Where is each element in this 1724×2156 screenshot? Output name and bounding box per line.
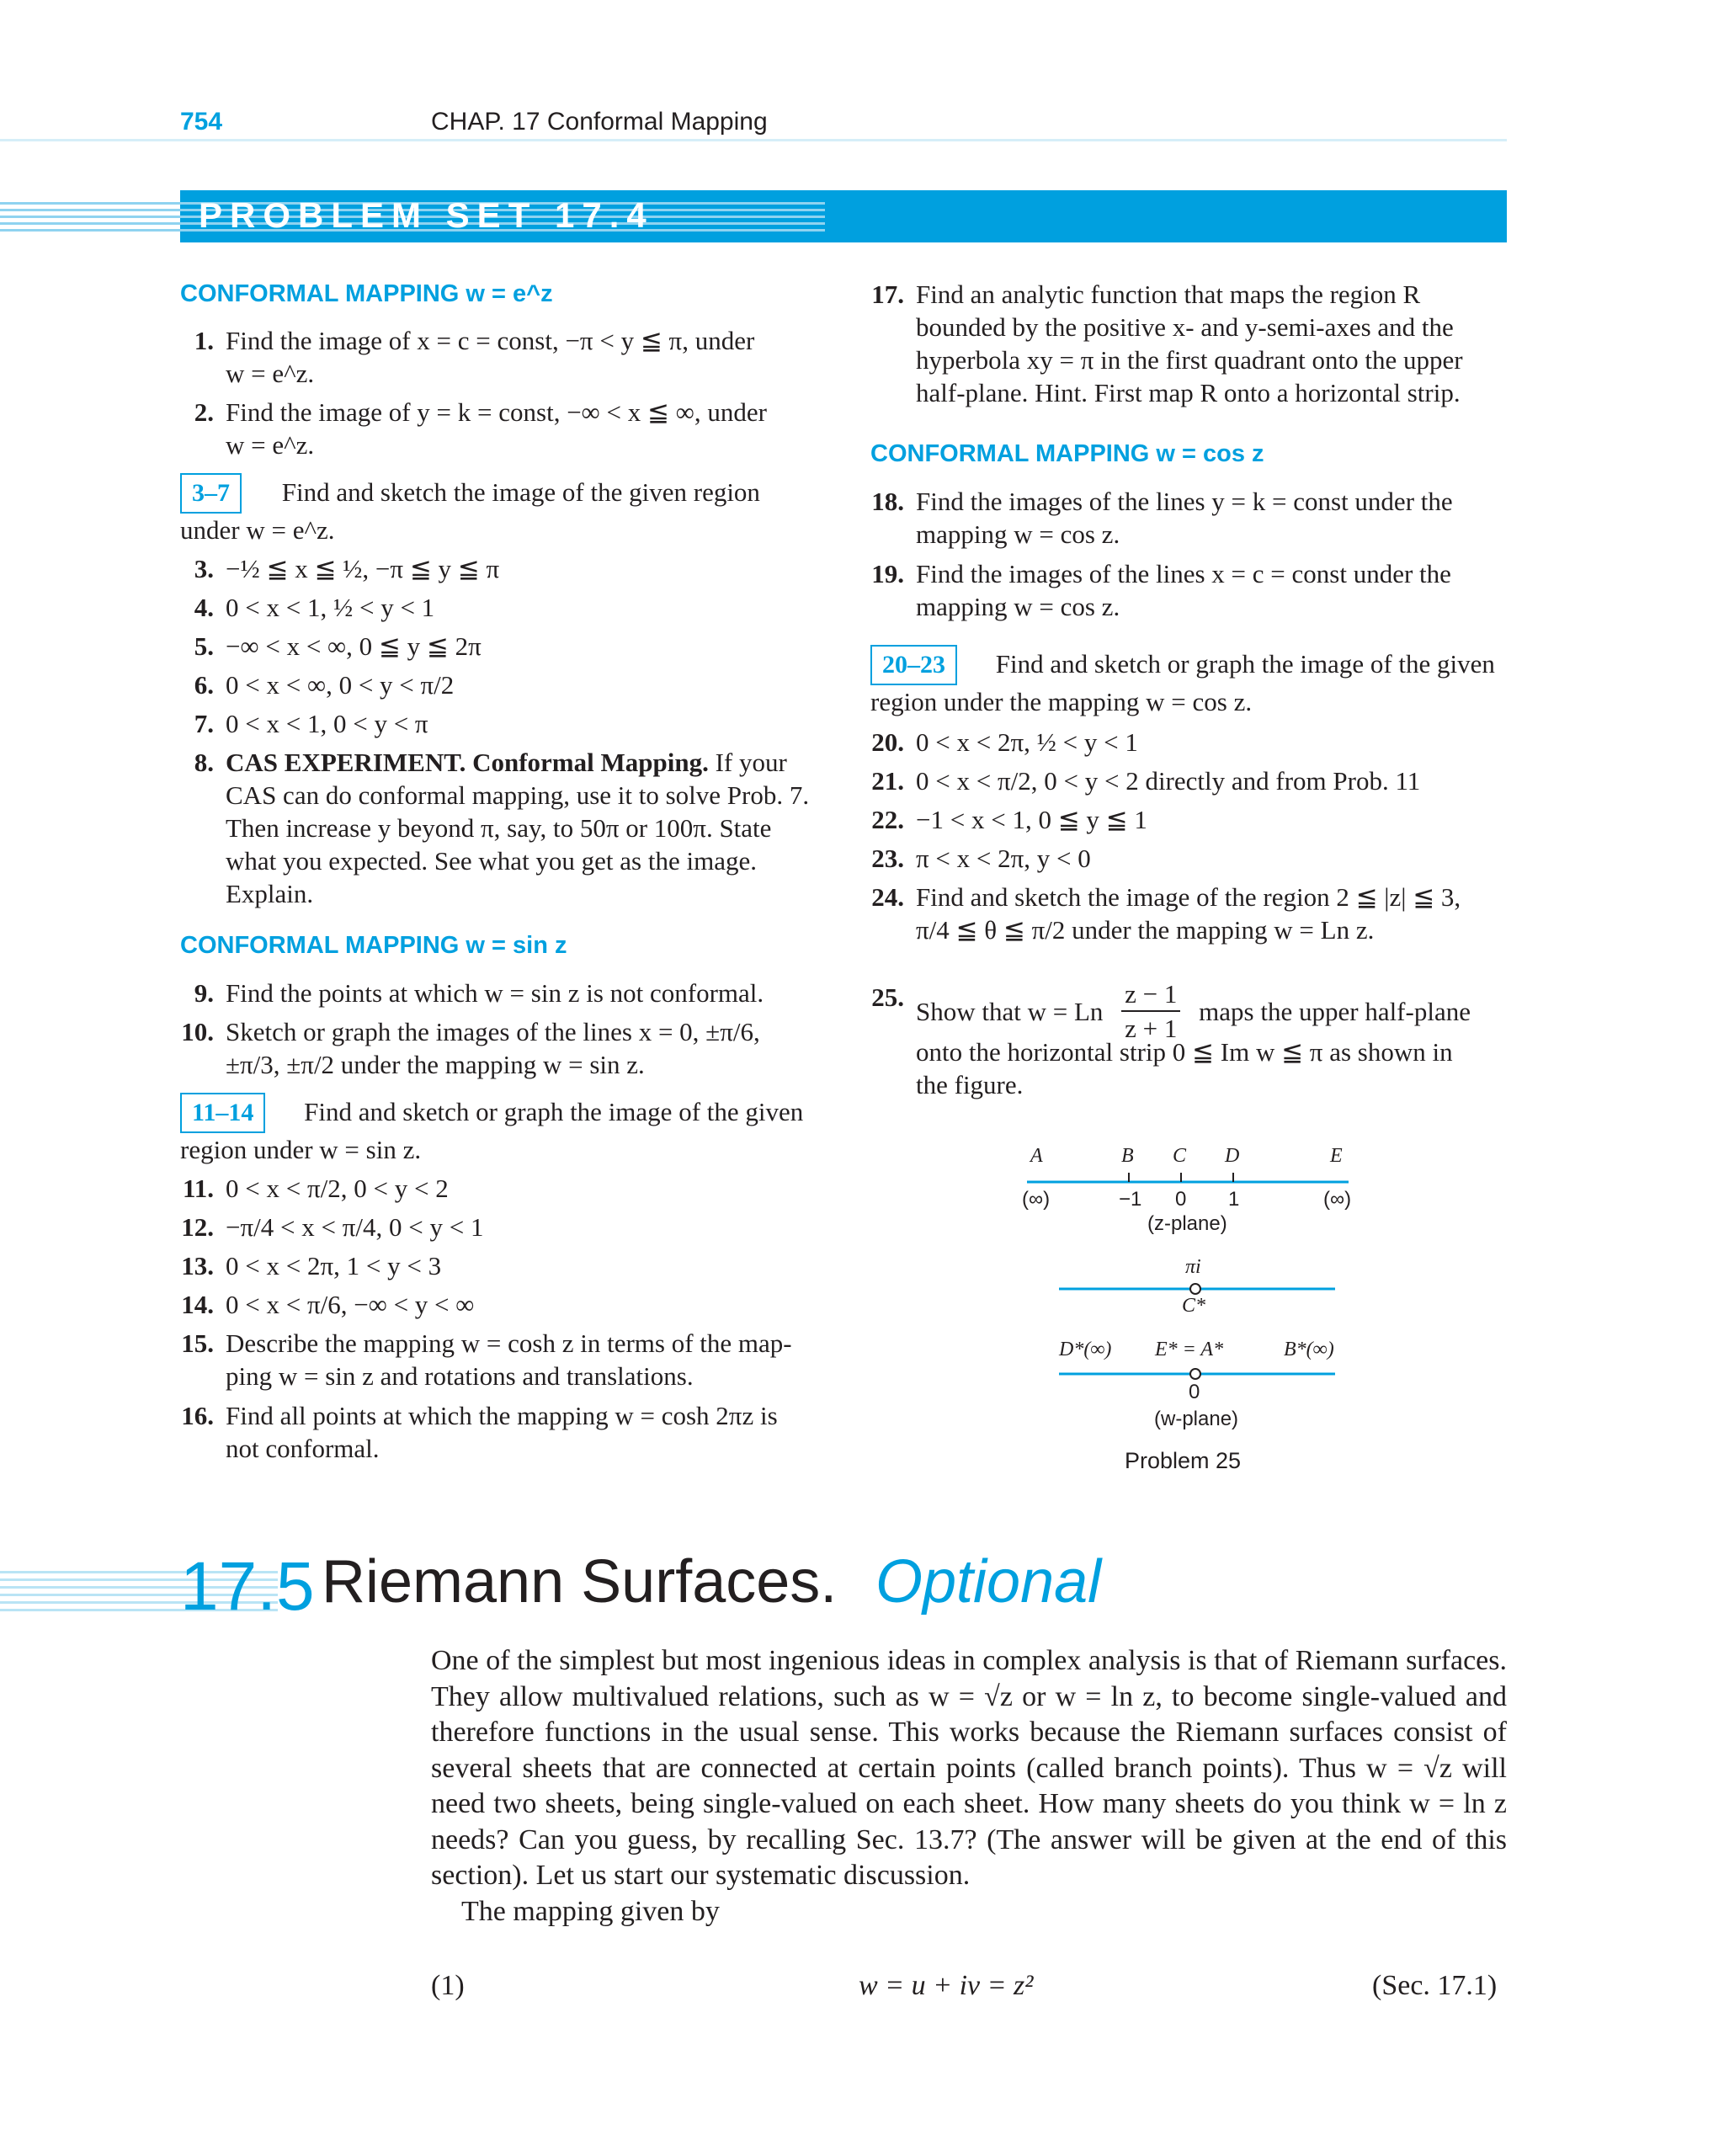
point-label-c: C xyxy=(1173,1145,1187,1167)
problem-15-line2: ping w = sin z and rotations and translations. xyxy=(226,1361,694,1391)
problem-8 xyxy=(226,746,817,910)
problem-18-line2: mapping w = cos z. xyxy=(916,519,1120,549)
problem-15 xyxy=(226,1327,817,1392)
problem-17-line1: Find an analytic function that maps the region R xyxy=(916,279,1421,309)
problem-19-line1: Find the images of the lines x = c = const under the xyxy=(916,559,1451,588)
problem-10-line2: ±π/3, ±π/2 under the mapping w = sin z. xyxy=(226,1050,645,1079)
point-label-e: E xyxy=(1330,1145,1343,1167)
problem-number: 15. xyxy=(181,1328,214,1358)
problem-17-line2: bounded by the positive x- and y-semi-axes and the xyxy=(916,312,1454,342)
problem-17-line3: hyperbola xy = π in the first quadrant onto the upper xyxy=(916,345,1463,375)
w-plane-label: (w-plane) xyxy=(1154,1408,1239,1430)
group-3-7-line2: under w = e^z. xyxy=(180,515,335,545)
problem-10 xyxy=(226,1015,817,1081)
problem-19 xyxy=(916,557,1507,623)
problem-17-line4: half-plane. Hint. First map R onto a horizontal strip. xyxy=(916,378,1461,407)
problem-set-title: PROBLEM SET 17.4 xyxy=(199,195,654,235)
point-label-b: B xyxy=(1121,1145,1134,1167)
problem-number: 16. xyxy=(181,1401,214,1430)
section-title: Riemann Surfaces. xyxy=(322,1548,838,1616)
problem-22: −1 < x < 1, 0 ≦ y ≦ 1 xyxy=(916,805,1147,834)
problem-24 xyxy=(916,881,1507,946)
problem-16-line1: Find all points at which the mapping w = cosh 2πz is xyxy=(226,1401,778,1430)
group-11-14-line2: region under w = sin z. xyxy=(180,1135,422,1164)
problem-number: 23. xyxy=(871,844,904,873)
problem-25-line2: onto the horizontal strip 0 ≦ Im w ≦ π as shown in xyxy=(916,1037,1453,1067)
group-3-7 xyxy=(180,473,817,546)
group-label-box: 11–14 xyxy=(180,1093,265,1133)
point-label-d: D xyxy=(1225,1145,1240,1167)
problem-25-line1-end: maps the upper half-plane xyxy=(1199,997,1471,1027)
tick-label: (∞) xyxy=(1022,1188,1051,1211)
problem-number: 2. xyxy=(194,397,214,427)
tick-label: (∞) xyxy=(1323,1188,1352,1211)
problem-14: 0 < x < π/6, −∞ < y < ∞ xyxy=(226,1290,475,1319)
problem-23: π < x < 2π, y < 0 xyxy=(916,844,1091,873)
fraction-numerator: z − 1 xyxy=(1121,977,1180,1012)
problem-11: 0 < x < π/2, 0 < y < 2 xyxy=(226,1174,449,1203)
tick-label: 1 xyxy=(1228,1188,1240,1211)
chapter-title: CHAP. 17 Conformal Mapping xyxy=(431,108,768,136)
pi-i-label: πi xyxy=(1185,1256,1201,1278)
problem-number: 13. xyxy=(181,1251,214,1280)
problem-1-line1: Find the image of x = c = const, −π < y ≦ π, under xyxy=(226,326,755,355)
problem-number: 6. xyxy=(194,670,214,700)
section-heading-cos: CONFORMAL MAPPING w = cos z xyxy=(870,440,1264,467)
section-heading-exp: CONFORMAL MAPPING w = e^z xyxy=(180,280,553,307)
problem-8-line1-end: If your xyxy=(708,748,787,777)
problem-13: 0 < x < 2π, 1 < y < 3 xyxy=(226,1251,442,1280)
group-3-7-line1: Find and sketch the image of the given region xyxy=(281,477,760,507)
problem-20: 0 < x < 2π, ½ < y < 1 xyxy=(916,727,1138,757)
problem-number: 4. xyxy=(194,593,214,622)
c-star-label: C* xyxy=(1182,1295,1206,1317)
z-plane-label: (z-plane) xyxy=(1147,1212,1227,1235)
fraction xyxy=(1121,977,1180,1045)
equation-reference: (Sec. 17.1) xyxy=(1372,1970,1498,2001)
problem-number: 10. xyxy=(181,1017,214,1046)
problem-8-line5: Explain. xyxy=(226,879,314,908)
problem-2-line2: w = e^z. xyxy=(226,430,315,460)
problem-number: 17. xyxy=(871,279,904,309)
origin-label: 0 xyxy=(1189,1381,1200,1403)
problem-10-line1: Sketch or graph the images of the lines x = 0, ±π/6, xyxy=(226,1017,760,1046)
problem-number: 14. xyxy=(181,1290,214,1319)
section-number: 17.5 xyxy=(180,1548,315,1625)
problem-number: 5. xyxy=(194,631,214,661)
problem-16-line2: not conformal. xyxy=(226,1434,380,1463)
problem-24-line2: π/4 ≦ θ ≦ π/2 under the mapping w = Ln z. xyxy=(916,915,1375,945)
ea-star-label: E* = A* xyxy=(1155,1339,1224,1360)
group-20-23-line2: region under the mapping w = cos z. xyxy=(870,687,1253,716)
right-column xyxy=(870,278,1507,1120)
problem-15-line1: Describe the mapping w = cosh z in terms of the map- xyxy=(226,1328,792,1358)
header-rule xyxy=(0,139,1507,141)
section-heading-sin: CONFORMAL MAPPING w = sin z xyxy=(180,932,567,959)
problem-8-line2: CAS can do conformal mapping, use it to solve Prob. 7. xyxy=(226,780,810,810)
problem-number: 18. xyxy=(871,487,904,516)
problem-18 xyxy=(916,485,1507,551)
problem-5: −∞ < x < ∞, 0 ≦ y ≦ 2π xyxy=(226,631,482,661)
problem-9: Find the points at which w = sin z is not conformal. xyxy=(226,978,764,1008)
tick-label: 0 xyxy=(1175,1188,1187,1211)
figure-caption: Problem 25 xyxy=(1125,1448,1242,1473)
group-20-23 xyxy=(870,645,1507,718)
section-optional-tag: Optional xyxy=(875,1548,1102,1616)
d-star-label: D*(∞) xyxy=(1059,1339,1112,1360)
problem-8-line3: Then increase y beyond π, say, to 50π or 100π. State xyxy=(226,813,772,843)
equation-number: (1) xyxy=(431,1970,465,2001)
problem-1 xyxy=(226,324,817,390)
problem-3: −½ ≦ x ≦ ½, −π ≦ y ≦ π xyxy=(226,554,500,583)
section-body xyxy=(431,1643,1507,1930)
problem-number: 19. xyxy=(871,559,904,588)
equation: w = u + iv = z² xyxy=(859,1970,1034,2001)
problem-6: 0 < x < ∞, 0 < y < π/2 xyxy=(226,670,455,700)
page-number: 754 xyxy=(180,108,223,136)
left-column xyxy=(180,278,817,1473)
problem-21: 0 < x < π/2, 0 < y < 2 directly and from Prob. 11 xyxy=(916,766,1421,796)
problem-7: 0 < x < 1, 0 < y < π xyxy=(226,709,428,738)
problem-25-figure xyxy=(1010,1145,1364,1482)
problem-number: 20. xyxy=(871,727,904,757)
problem-25-lead: Show that w = Ln xyxy=(916,997,1104,1027)
problem-number: 22. xyxy=(871,805,904,834)
group-label-box: 3–7 xyxy=(180,473,242,514)
problem-12: −π/4 < x < π/4, 0 < y < 1 xyxy=(226,1212,484,1242)
fraction-denominator: z + 1 xyxy=(1125,1014,1178,1043)
problem-25-line3: the figure. xyxy=(916,1070,1024,1099)
tick-label: −1 xyxy=(1119,1188,1142,1211)
group-label-box: 20–23 xyxy=(870,645,957,685)
problem-2 xyxy=(226,396,817,461)
problem-number: 1. xyxy=(194,326,214,355)
body-paragraph-1: One of the simplest but most ingenious ideas in complex analysis is that of Riemann surfaces. They allow multivalued relations, such as w = √z or w = ln z, to become single-valued and therefore functions in the usual sense. This works because the Riemann surfaces consist of several sheets that are connected at certain points (called branch points). Thus w = √z will need two sheets, being single-valued on each sheet. How many sheets do you think w = ln z needs? Can you guess, by recalling Sec. 13.7? (The answer will be given at the end of this section). Let us start our systematic discussion. xyxy=(431,1645,1507,1891)
problem-number: 3. xyxy=(194,554,214,583)
problem-1-line2: w = e^z. xyxy=(226,359,315,388)
problem-number: 8. xyxy=(194,748,214,777)
problem-17 xyxy=(916,278,1507,409)
group-11-14-line1: Find and sketch or graph the image of the given xyxy=(304,1097,804,1126)
problem-number: 7. xyxy=(194,709,214,738)
cas-experiment-title: CAS EXPERIMENT. Conformal Mapping. xyxy=(226,748,709,777)
problem-number: 9. xyxy=(194,978,214,1008)
problem-number: 25. xyxy=(871,982,904,1012)
problem-number: 11. xyxy=(182,1174,214,1203)
problem-16 xyxy=(226,1399,817,1465)
group-20-23-line1: Find and sketch or graph the image of the given xyxy=(995,649,1495,679)
problem-4: 0 < x < 1, ½ < y < 1 xyxy=(226,593,435,622)
problem-2-line1: Find the image of y = k = const, −∞ < x ≦ ∞, under xyxy=(226,397,767,427)
group-11-14 xyxy=(180,1093,817,1166)
problem-18-line1: Find the images of the lines y = k = const under the xyxy=(916,487,1453,516)
point-label-a: A xyxy=(1030,1145,1043,1167)
problem-25-cont xyxy=(916,1035,1507,1101)
problem-24-line1: Find and sketch the image of the region 2 ≦ |z| ≦ 3, xyxy=(916,882,1461,912)
body-paragraph-2: The mapping given by xyxy=(461,1895,720,1927)
problem-number: 21. xyxy=(871,766,904,796)
problem-number: 12. xyxy=(181,1212,214,1242)
problem-8-line4: what you expected. See what you get as the image. xyxy=(226,846,757,876)
problem-19-line2: mapping w = cos z. xyxy=(916,592,1120,621)
b-star-label: B*(∞) xyxy=(1284,1339,1334,1360)
problem-number: 24. xyxy=(871,882,904,912)
